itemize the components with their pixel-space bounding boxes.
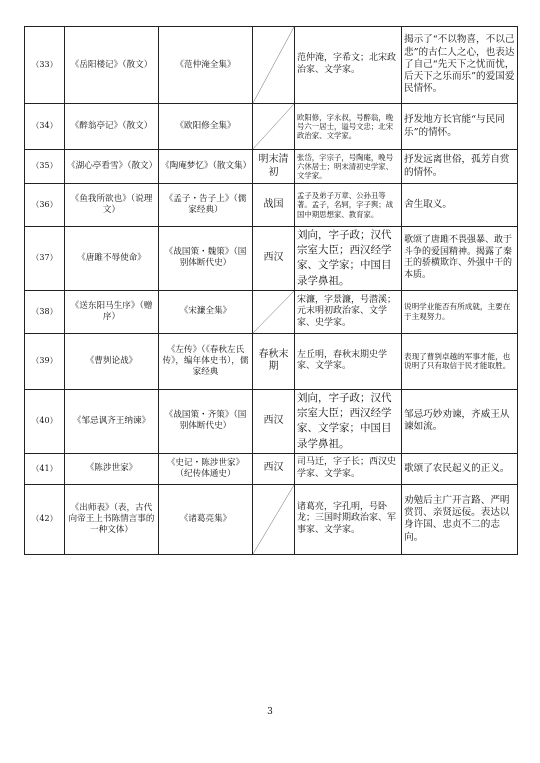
work-title: 《邹忌讽齐王纳谏》 [65,389,159,453]
author-info: 司马迁，字子长；西汉史学家、文学家。 [295,453,402,484]
page-number: 3 [267,707,273,717]
row-number: （39） [25,333,65,389]
theme-text: 歌颂了唐雎不畏强暴、敢于斗争的爱国精神。揭露了秦王的骄横欺诈、外强中干的本质。 [402,227,518,291]
row-number: （38） [25,290,65,333]
empty-era-cell [253,27,295,104]
table-row [25,333,518,389]
author-info: 范仲淹，字希文；北宋政治家、文学家。 [295,27,402,104]
author-info: 欧阳修，字永叔，号醉翁，晚号六一居士，谥号文忠；北宋政治家、文学家。 [295,104,402,150]
theme-text: 表现了曹刿卓越的军事才能，也说明了只有取信于民才能取胜。 [402,333,518,389]
empty-era-cell [253,290,295,333]
work-title: 《岳阳楼记》（散文） [65,27,159,104]
theme-text: 说明学业能否有所成就，主要在于主观努力。 [402,290,518,333]
row-number: （35） [25,150,65,184]
row-number: （41） [25,453,65,484]
row-number: （37） [25,227,65,291]
work-title: 《唐雎不辱使命》 [65,227,159,291]
table-row [25,150,518,184]
work-source: 《陶庵梦忆》（散文集） [159,150,253,184]
author-info: 左丘明，春秋末期史学家、文学家。 [295,333,402,389]
table-row [25,453,518,484]
author-info: 张岱，字宗子，号陶庵，晚号六休居士；明末清初史学家、文学家。 [295,150,402,184]
work-title: 《曹刿论战》 [65,333,159,389]
row-number: （34） [25,104,65,150]
author-info: 诸葛亮，字孔明，号卧龙；三国时期政治家、军事家、文学家。 [295,484,402,554]
work-source: 《欧阳修全集》 [159,104,253,150]
work-source: 《左传》（《春秋左氏传》，编年体史书），儒家经典 [159,333,253,389]
table-row [25,290,518,333]
work-title: 《出师表》（表，古代向帝王上书陈情言事的一种文体） [65,484,159,554]
work-source: 《诸葛亮集》 [159,484,253,554]
row-number: （36） [25,184,65,227]
empty-era-cell [253,104,295,150]
diagonal-slash [253,485,294,554]
work-source: 《宋濂全集》 [159,290,253,333]
table-row [25,104,518,150]
row-number: （40） [25,389,65,453]
work-title: 《送东阳马生序》（赠序） [65,290,159,333]
table-row [25,184,518,227]
work-title: 《陈涉世家》 [65,453,159,484]
theme-text: 邹忌巧妙劝谏，齐威王从谏如流。 [402,389,518,453]
table-row [25,227,518,291]
era-label: 战国 [253,184,295,227]
theme-text: 抒发地方长官能“与民同乐”的情怀。 [402,104,518,150]
era-label: 明末清初 [253,150,295,184]
literature-table [24,26,518,555]
theme-text: 舍生取义。 [402,184,518,227]
work-source: 《战国策・齐策》（国别体断代史） [159,389,253,453]
empty-era-cell [253,484,295,554]
diagonal-slash [253,104,294,149]
theme-text: 揭示了“不以物喜，不以己悲”的古仁人之心，也表达了自己“先天下之忧而忧，后天下之乐而乐”的爱国爱民情怀。 [402,27,518,104]
author-info: 刘向，字子政；汉代宗室大臣；西汉经学家、文学家；中国目录学鼻祖。 [295,227,402,291]
era-label: 春秋末期 [253,333,295,389]
table-row [25,484,518,554]
diagonal-slash [253,291,294,333]
era-label: 西汉 [253,453,295,484]
work-title: 《鱼我所欲也》（说理文） [65,184,159,227]
row-number: （42） [25,484,65,554]
era-label: 西汉 [253,389,295,453]
author-info: 刘向，字子政；汉代宗室大臣；西汉经学家、文学家；中国目录学鼻祖。 [295,389,402,453]
row-number: （33） [25,27,65,104]
theme-text: 抒发远离世俗，孤芳自赏的情怀。 [402,150,518,184]
work-source: 《范仲淹全集》 [159,27,253,104]
author-info: 宋濂，字景濂，号潜溪；元末明初政治家、文学家、史学家。 [295,290,402,333]
era-label: 西汉 [253,227,295,291]
work-source: 《孟子・告子上》（儒家经典） [159,184,253,227]
work-title: 《湖心亭看雪》（散文） [65,150,159,184]
work-title: 《醉翁亭记》（散文） [65,104,159,150]
table-row [25,27,518,104]
theme-text: 歌颂了农民起义的正义。 [402,453,518,484]
table-row [25,389,518,453]
author-info: 孟子及弟子万章、公孙丑等著。孟子，名轲，字子舆；战国中期思想家、教育家。 [295,184,402,227]
theme-text: 劝勉后主广开言路、严明赏罚、亲贤远佞。表达以身许国、忠贞不二的志向。 [402,484,518,554]
work-source: 《战国策・魏策》（国别体断代史） [159,227,253,291]
diagonal-slash [253,27,294,103]
work-source: 《史记・陈涉世家》（纪传体通史） [159,453,253,484]
